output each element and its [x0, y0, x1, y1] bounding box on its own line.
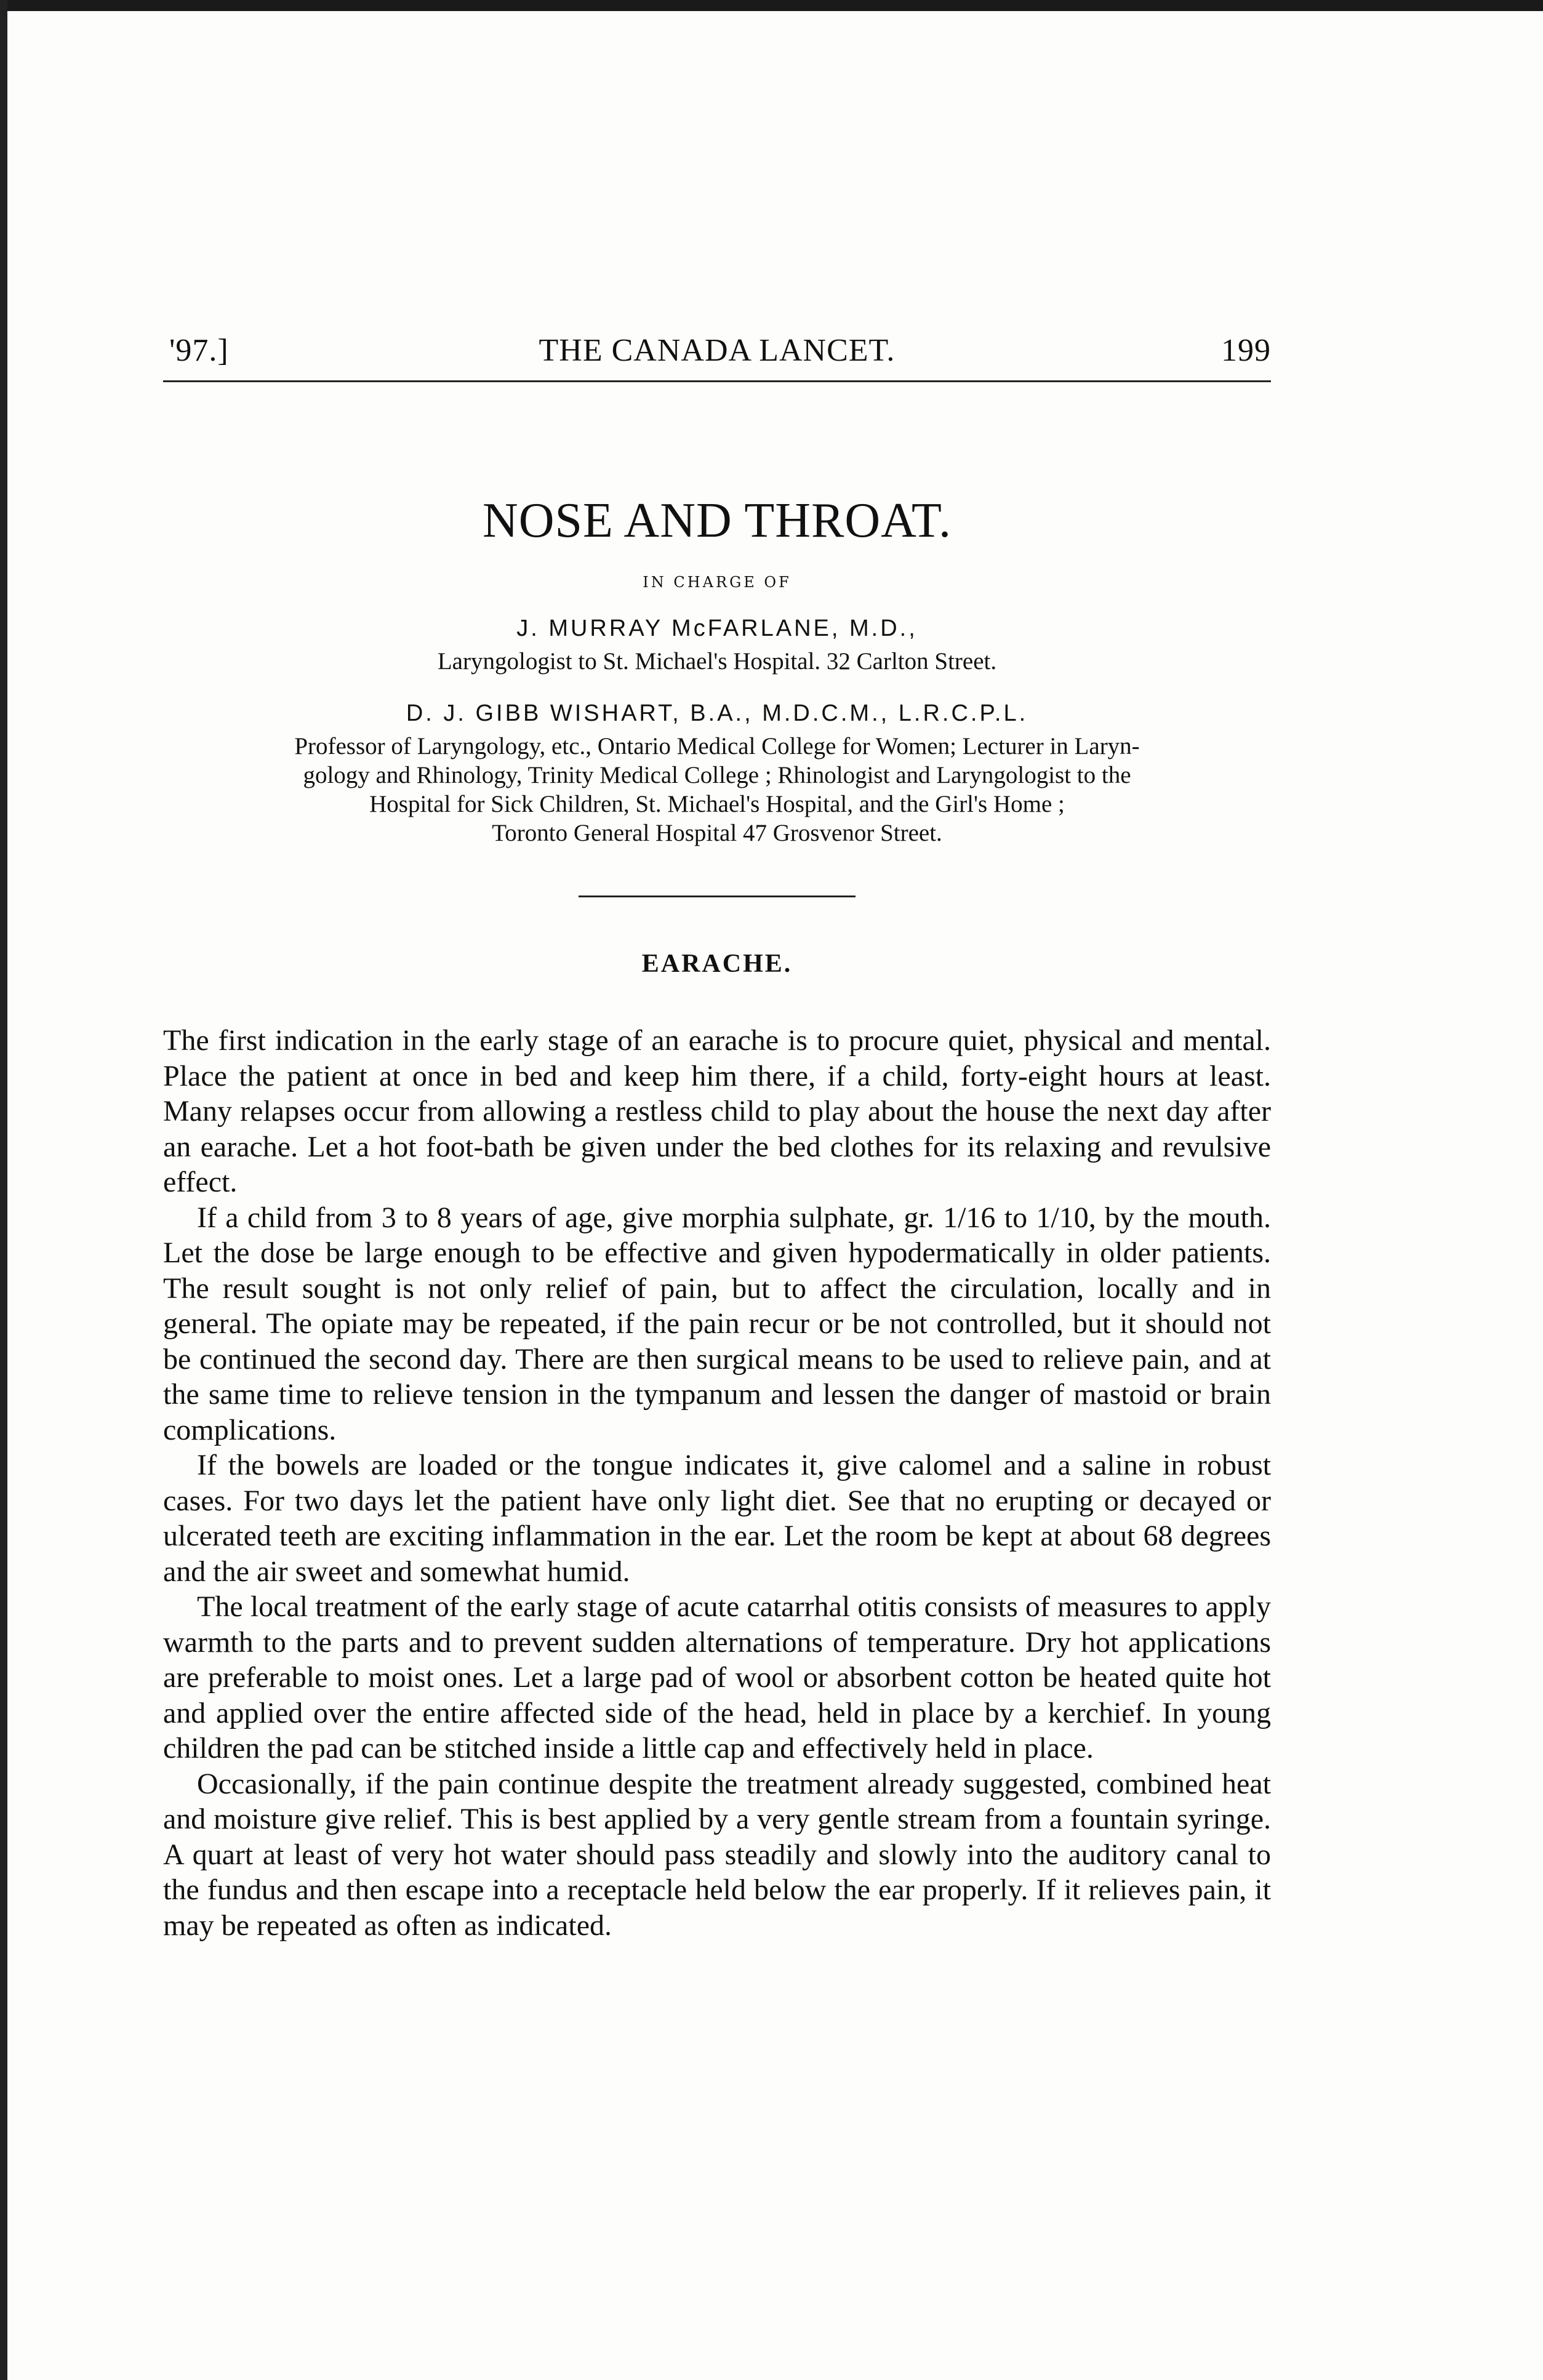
editor-2-affiliation [163, 732, 1271, 847]
header-rule [163, 380, 1271, 382]
affiliation-line: Professor of Laryngology, etc., Ontario Medical College for Women; Lecturer in Laryn- [294, 733, 1140, 759]
affiliation-line: Hospital for Sick Children, St. Michael's Hospital, and the Girl's Home ; [369, 791, 1065, 817]
paragraph: If the bowels are loaded or the tongue indicates it, give calomel and a saline in robust cases. For two days let the patient have only light diet. See that no erupting or decayed or ulcerated teeth are exciting inflammation in the ear. Let the room be kept at about 68 degrees and the air sweet and somewhat humid. [163, 1449, 1271, 1588]
article-body [163, 1023, 1271, 1943]
scan-top-edge [0, 0, 1543, 11]
page-number: 199 [1221, 333, 1271, 368]
paragraph: The first indication in the early stage of an earache is to procure quiet, physical and mental. Place the patient at once in bed and keep him there, if a child, forty-eight hours at least. Many relapses occur from allowing a restless child to play about the house the next day after an earache. Let a hot foot-bath be given under the bed clothes for its relaxing and revulsive effect. [163, 1024, 1271, 1198]
running-head [163, 332, 1271, 375]
affiliation-line: Toronto General Hospital 47 Grosvenor Street. [492, 820, 942, 846]
scan-left-edge [0, 0, 7, 2380]
section-title: NOSE AND THROAT. [483, 494, 952, 548]
paragraph: Occasionally, if the pain continue despite the treatment already suggested, combined heat and moisture give relief. This is best applied by a very gentle stream from a fountain syringe. A quart at least of very hot water should pass steadily and slowly into the auditory canal to the fundus and then escape into a receptacle held below the ear properly. If it relieves pain, it may be repeated as often as indicated. [163, 1767, 1271, 1942]
paragraph: The local treatment of the early stage of acute catarrhal otitis consists of measures to apply warmth to the parts and to prevent sudden alternations of temperature. Dry hot applications are preferable to moist ones. Let a large pad of wool or absorbent cotton be heated quite hot and applied over the entire affected side of the head, held in place by a kerchief. In young children the pad can be stitched inside a little cap and effectively held in place. [163, 1590, 1271, 1765]
affiliation-line: gology and Rhinology, Trinity Medical College ; Rhinologist and Laryngologist to the [303, 762, 1131, 788]
section-divider [579, 896, 856, 897]
journal-page [163, 332, 1271, 1943]
running-head-journal-title: THE CANADA LANCET. [539, 333, 896, 368]
editor-2-name: D. J. GIBB WISHART, B.A., M.D.C.M., L.R.C.P.L. [406, 700, 1028, 726]
in-charge-of: IN CHARGE OF [643, 574, 792, 591]
editor-1-name: J. MURRAY McFARLANE, M.D., [516, 615, 918, 641]
article-title: EARACHE. [641, 950, 793, 978]
editor-1-affiliation: Laryngologist to St. Michael's Hospital. 32 Carlton Street. [437, 648, 997, 675]
paragraph: If a child from 3 to 8 years of age, give morphia sulphate, gr. 1/16 to 1/10, by the mouth. Let the dose be large enough to be effective and given hypodermatically in older patients. The result sought is not only relief of pain, but to affect the circulation, locally and in general. The opiate may be repeated, if the pain recur or be not controlled, but it should not be continued the second day. There are then surgical means to be used to relieve pain, and at the same time to relieve tension in the tympanum and lessen the danger of mastoid or brain complications. [163, 1201, 1271, 1446]
running-head-year: '97.] [169, 333, 229, 368]
